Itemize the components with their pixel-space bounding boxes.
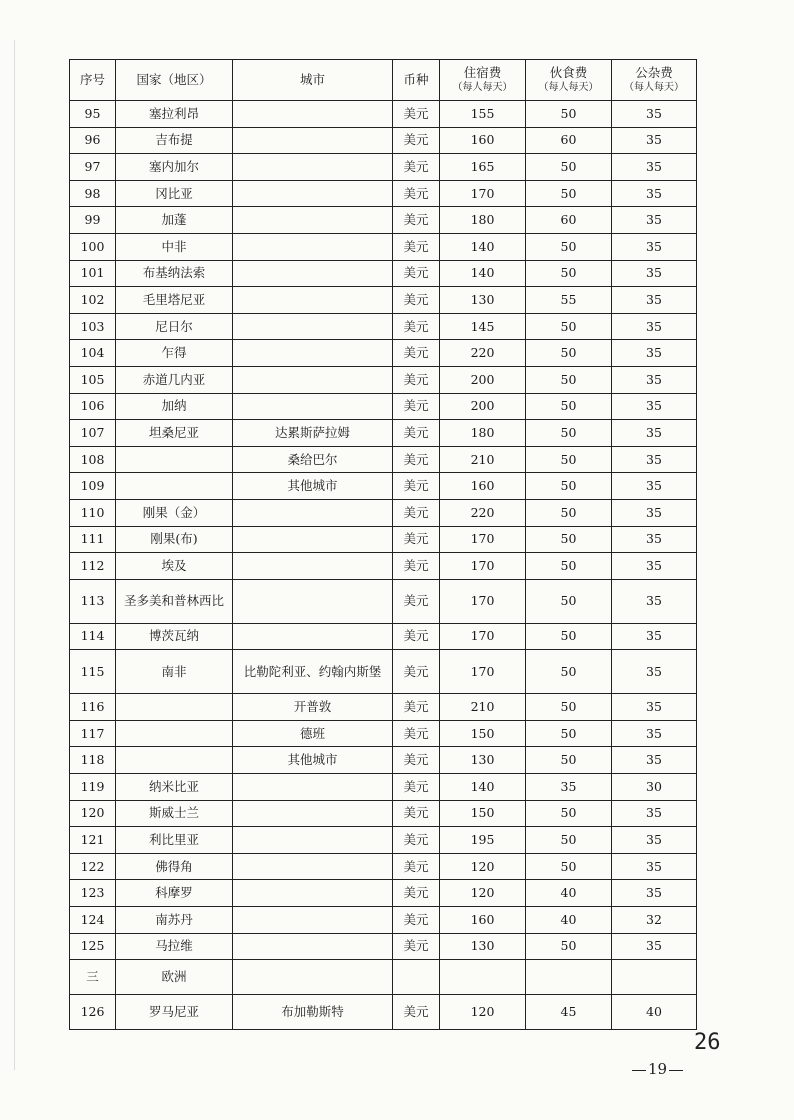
cell-city: 达累斯萨拉姆 [233, 420, 393, 447]
cell-currency: 美元 [393, 101, 440, 128]
cell-food: 50 [526, 154, 612, 181]
cell-city: 比勒陀利亚、约翰内斯堡 [233, 650, 393, 694]
cell-misc: 35 [612, 366, 697, 393]
table-body-part3 [70, 694, 697, 960]
cell-currency: 美元 [393, 995, 440, 1030]
cell-lodging: 160 [440, 127, 526, 154]
cell-city: 桑给巴尔 [233, 446, 393, 473]
cell-lodging: 220 [440, 499, 526, 526]
table-row [70, 579, 697, 623]
header-food [526, 60, 612, 101]
cell-no: 125 [70, 933, 116, 960]
table-row [70, 154, 697, 181]
cell-lodging: 200 [440, 393, 526, 420]
section-name: 欧洲 [116, 960, 233, 995]
cell-no: 107 [70, 420, 116, 447]
cell-country: 吉布提 [116, 127, 233, 154]
table-row [70, 287, 697, 314]
cell-lodging: 140 [440, 774, 526, 801]
cell-lodging: 120 [440, 853, 526, 880]
cell-food: 50 [526, 933, 612, 960]
cell-food: 40 [526, 907, 612, 934]
cell-currency: 美元 [393, 694, 440, 721]
cell-lodging: 145 [440, 313, 526, 340]
cell-currency: 美元 [393, 800, 440, 827]
table-row [70, 393, 697, 420]
cell-country: 南苏丹 [116, 907, 233, 934]
cell-food: 50 [526, 101, 612, 128]
cell-currency: 美元 [393, 774, 440, 801]
cell-currency: 美元 [393, 260, 440, 287]
table-row [70, 774, 697, 801]
cell-misc: 40 [612, 995, 697, 1030]
cell-country [116, 720, 233, 747]
cell-currency: 美元 [393, 340, 440, 367]
cell-food: 50 [526, 420, 612, 447]
cell-lodging: 120 [440, 995, 526, 1030]
cell-currency: 美元 [393, 933, 440, 960]
cell-country: 中非 [116, 233, 233, 260]
cell-lodging: 170 [440, 650, 526, 694]
header-lodging-sub: （每人每天） [452, 82, 513, 93]
cell-currency: 美元 [393, 526, 440, 553]
cell-country: 博茨瓦纳 [116, 623, 233, 650]
table-row [70, 420, 697, 447]
cell-city [233, 933, 393, 960]
cell-lodging: 170 [440, 180, 526, 207]
cell-lodging: 150 [440, 800, 526, 827]
cell-no: 105 [70, 366, 116, 393]
cell-no: 114 [70, 623, 116, 650]
cell-city [233, 180, 393, 207]
cell-no: 120 [70, 800, 116, 827]
cell-no: 116 [70, 694, 116, 721]
cell-no: 119 [70, 774, 116, 801]
table-body-part2 [70, 579, 697, 694]
cell-country: 纳米比亚 [116, 774, 233, 801]
cell-currency: 美元 [393, 127, 440, 154]
cell-food: 50 [526, 853, 612, 880]
table-row [70, 553, 697, 580]
scan-edge-line [14, 40, 15, 1070]
cell-city [233, 260, 393, 287]
cell-city [233, 101, 393, 128]
cell-country: 赤道几内亚 [116, 366, 233, 393]
table-row [70, 446, 697, 473]
cell-food: 45 [526, 995, 612, 1030]
table-row [70, 260, 697, 287]
cell-food: 50 [526, 553, 612, 580]
cell-misc: 35 [612, 340, 697, 367]
cell-no: 100 [70, 233, 116, 260]
table-row [70, 827, 697, 854]
cell-no: 122 [70, 853, 116, 880]
cell-no: 123 [70, 880, 116, 907]
cell-currency: 美元 [393, 473, 440, 500]
cell-no: 111 [70, 526, 116, 553]
cell-misc: 35 [612, 393, 697, 420]
cell-misc: 35 [612, 650, 697, 694]
cell-country: 布基纳法索 [116, 260, 233, 287]
cell-misc: 35 [612, 420, 697, 447]
table-row [70, 747, 697, 774]
cell-currency: 美元 [393, 420, 440, 447]
cell-no: 117 [70, 720, 116, 747]
cell-food: 50 [526, 260, 612, 287]
cell-currency: 美元 [393, 907, 440, 934]
table-row [70, 907, 697, 934]
cell-city: 布加勒斯特 [233, 995, 393, 1030]
cell-city [233, 366, 393, 393]
cell-food: 55 [526, 287, 612, 314]
cell-food: 50 [526, 650, 612, 694]
cell-no: 110 [70, 499, 116, 526]
cell-city: 其他城市 [233, 473, 393, 500]
header-lodging-label: 住宿费 [463, 65, 502, 80]
cell-lodging: 140 [440, 260, 526, 287]
cell-misc: 35 [612, 880, 697, 907]
cell-city [233, 526, 393, 553]
table-row [70, 720, 697, 747]
cell-country: 刚果(布) [116, 526, 233, 553]
cell-currency: 美元 [393, 499, 440, 526]
cell-no: 95 [70, 101, 116, 128]
cell-city [233, 800, 393, 827]
cell-city [233, 774, 393, 801]
cell-no: 121 [70, 827, 116, 854]
cell-food: 50 [526, 827, 612, 854]
cell-misc: 35 [612, 827, 697, 854]
table-body-part1 [70, 101, 697, 580]
cell-city [233, 880, 393, 907]
cell-misc: 35 [612, 720, 697, 747]
cell-misc: 35 [612, 260, 697, 287]
cell-food: 50 [526, 340, 612, 367]
cell-city [233, 233, 393, 260]
cell-misc: 32 [612, 907, 697, 934]
cell-misc: 35 [612, 579, 697, 623]
cell-food: 60 [526, 127, 612, 154]
header-food-sub: （每人每天） [538, 82, 599, 93]
cell-misc: 35 [612, 473, 697, 500]
section-no: 三 [70, 960, 116, 995]
cell-no: 118 [70, 747, 116, 774]
cell-city [233, 313, 393, 340]
cell-no: 97 [70, 154, 116, 181]
header-lodging [440, 60, 526, 101]
section-row [70, 960, 697, 995]
cell-lodging: 210 [440, 694, 526, 721]
cell-misc: 35 [612, 933, 697, 960]
table-row [70, 180, 697, 207]
cell-country: 利比里亚 [116, 827, 233, 854]
cell-food: 50 [526, 526, 612, 553]
header-no: 序号 [70, 60, 116, 101]
cell-currency: 美元 [393, 720, 440, 747]
cell-food: 50 [526, 800, 612, 827]
cell-country: 佛得角 [116, 853, 233, 880]
cell-food: 50 [526, 393, 612, 420]
cell-country: 圣多美和普林西比 [116, 579, 233, 623]
table-row [70, 526, 697, 553]
cell-no: 113 [70, 579, 116, 623]
table-row [70, 650, 697, 694]
cell-currency: 美元 [393, 650, 440, 694]
cell-no: 96 [70, 127, 116, 154]
cell-misc: 35 [612, 623, 697, 650]
cell-lodging: 165 [440, 154, 526, 181]
cell-food: 50 [526, 579, 612, 623]
cell-city [233, 553, 393, 580]
cell-country: 冈比亚 [116, 180, 233, 207]
cell-currency: 美元 [393, 207, 440, 234]
cell-misc: 30 [612, 774, 697, 801]
cell-no: 101 [70, 260, 116, 287]
cell-city [233, 499, 393, 526]
cell-food: 50 [526, 473, 612, 500]
cell-currency: 美元 [393, 747, 440, 774]
cell-lodging: 155 [440, 101, 526, 128]
footer-page-number: 19 [648, 1060, 668, 1078]
table-row [70, 366, 697, 393]
cell-city [233, 287, 393, 314]
table-row [70, 800, 697, 827]
table-row [70, 313, 697, 340]
cell-city: 德班 [233, 720, 393, 747]
table-row [70, 499, 697, 526]
cell-country: 毛里塔尼亚 [116, 287, 233, 314]
cell-country: 塞拉利昂 [116, 101, 233, 128]
cell-lodging: 170 [440, 579, 526, 623]
cell-currency: 美元 [393, 623, 440, 650]
cell-food: 60 [526, 207, 612, 234]
cell-misc: 35 [612, 207, 697, 234]
cell-misc: 35 [612, 101, 697, 128]
cell-no: 115 [70, 650, 116, 694]
cell-currency: 美元 [393, 553, 440, 580]
cell-no: 108 [70, 446, 116, 473]
cell-city [233, 907, 393, 934]
cell-lodging: 195 [440, 827, 526, 854]
cell-city [233, 853, 393, 880]
cell-country: 斯威士兰 [116, 800, 233, 827]
cell-no: 99 [70, 207, 116, 234]
cell-currency: 美元 [393, 853, 440, 880]
cell-misc: 35 [612, 800, 697, 827]
cell-currency: 美元 [393, 446, 440, 473]
cell-city [233, 127, 393, 154]
cell-country: 加纳 [116, 393, 233, 420]
header-misc-sub: （每人每天） [624, 82, 684, 93]
cell-no: 109 [70, 473, 116, 500]
cell-currency: 美元 [393, 180, 440, 207]
cell-city [233, 827, 393, 854]
cell-lodging: 140 [440, 233, 526, 260]
cell-country: 埃及 [116, 553, 233, 580]
table-body-part4 [70, 960, 697, 1030]
cell-lodging: 180 [440, 207, 526, 234]
cell-country [116, 473, 233, 500]
cell-lodging: 130 [440, 747, 526, 774]
cell-no: 104 [70, 340, 116, 367]
header-food-label: 伙食费 [549, 65, 588, 80]
cell-no: 124 [70, 907, 116, 934]
cell-lodging: 130 [440, 287, 526, 314]
cell-food: 50 [526, 233, 612, 260]
cell-country: 科摩罗 [116, 880, 233, 907]
cell-misc: 35 [612, 233, 697, 260]
table-row [70, 933, 697, 960]
cell-city [233, 393, 393, 420]
cell-food: 50 [526, 694, 612, 721]
cell-food: 50 [526, 313, 612, 340]
table-row [70, 233, 697, 260]
cell-misc: 35 [612, 180, 697, 207]
cell-lodging: 120 [440, 880, 526, 907]
cell-lodging: 200 [440, 366, 526, 393]
table-row [70, 101, 697, 128]
table-row [70, 127, 697, 154]
cell-food: 50 [526, 499, 612, 526]
cell-lodging: 150 [440, 720, 526, 747]
cell-country: 塞内加尔 [116, 154, 233, 181]
cell-misc: 35 [612, 127, 697, 154]
cell-city: 开普敦 [233, 694, 393, 721]
cell-food: 40 [526, 880, 612, 907]
cell-country: 刚果（金） [116, 499, 233, 526]
handwritten-page-number: 26 [694, 1030, 721, 1055]
cell-city: 其他城市 [233, 747, 393, 774]
cell-currency: 美元 [393, 827, 440, 854]
table-row [70, 473, 697, 500]
cell-lodging: 160 [440, 907, 526, 934]
travel-allowance-table [69, 59, 697, 1030]
cell-country: 坦桑尼亚 [116, 420, 233, 447]
cell-country [116, 747, 233, 774]
cell-misc: 35 [612, 313, 697, 340]
cell-food: 35 [526, 774, 612, 801]
cell-no: 112 [70, 553, 116, 580]
table-row [70, 694, 697, 721]
cell-city [233, 623, 393, 650]
cell-lodging: 210 [440, 446, 526, 473]
cell-country: 乍得 [116, 340, 233, 367]
footer-dash-left [632, 1070, 646, 1071]
cell-food: 50 [526, 446, 612, 473]
cell-city [233, 579, 393, 623]
cell-no: 98 [70, 180, 116, 207]
cell-misc: 35 [612, 499, 697, 526]
cell-currency: 美元 [393, 154, 440, 181]
cell-city [233, 154, 393, 181]
cell-lodging: 160 [440, 473, 526, 500]
table-row [70, 880, 697, 907]
cell-country: 马拉维 [116, 933, 233, 960]
cell-city [233, 207, 393, 234]
cell-lodging: 130 [440, 933, 526, 960]
cell-currency: 美元 [393, 287, 440, 314]
cell-misc: 35 [612, 526, 697, 553]
cell-city [233, 340, 393, 367]
cell-food: 50 [526, 623, 612, 650]
header-misc-label: 公杂费 [635, 65, 673, 80]
table-row [70, 207, 697, 234]
cell-food: 50 [526, 720, 612, 747]
page-footer [630, 1060, 685, 1078]
cell-misc: 35 [612, 154, 697, 181]
cell-country: 罗马尼亚 [116, 995, 233, 1030]
cell-currency: 美元 [393, 579, 440, 623]
cell-misc: 35 [612, 287, 697, 314]
cell-misc: 35 [612, 747, 697, 774]
cell-lodging: 170 [440, 623, 526, 650]
cell-no: 103 [70, 313, 116, 340]
cell-lodging: 180 [440, 420, 526, 447]
cell-country: 南非 [116, 650, 233, 694]
cell-no: 102 [70, 287, 116, 314]
cell-currency: 美元 [393, 366, 440, 393]
cell-country: 加蓬 [116, 207, 233, 234]
cell-food: 50 [526, 366, 612, 393]
cell-lodging: 170 [440, 526, 526, 553]
cell-lodging: 170 [440, 553, 526, 580]
cell-misc: 35 [612, 694, 697, 721]
header-currency: 币种 [393, 60, 440, 101]
cell-misc: 35 [612, 553, 697, 580]
cell-country [116, 446, 233, 473]
cell-country [116, 694, 233, 721]
cell-lodging: 220 [440, 340, 526, 367]
cell-currency: 美元 [393, 233, 440, 260]
cell-country: 尼日尔 [116, 313, 233, 340]
cell-food: 50 [526, 747, 612, 774]
header-city: 城市 [233, 60, 393, 101]
table-row [70, 853, 697, 880]
table-row [70, 623, 697, 650]
cell-currency: 美元 [393, 393, 440, 420]
cell-misc: 35 [612, 446, 697, 473]
table-row [70, 995, 697, 1030]
header-misc [612, 60, 697, 101]
cell-misc: 35 [612, 853, 697, 880]
header-country: 国家（地区） [116, 60, 233, 101]
cell-currency: 美元 [393, 313, 440, 340]
table-header-row [70, 60, 697, 101]
cell-no: 126 [70, 995, 116, 1030]
footer-dash-right [669, 1070, 683, 1071]
cell-currency: 美元 [393, 880, 440, 907]
cell-food: 50 [526, 180, 612, 207]
cell-no: 106 [70, 393, 116, 420]
table-row [70, 340, 697, 367]
